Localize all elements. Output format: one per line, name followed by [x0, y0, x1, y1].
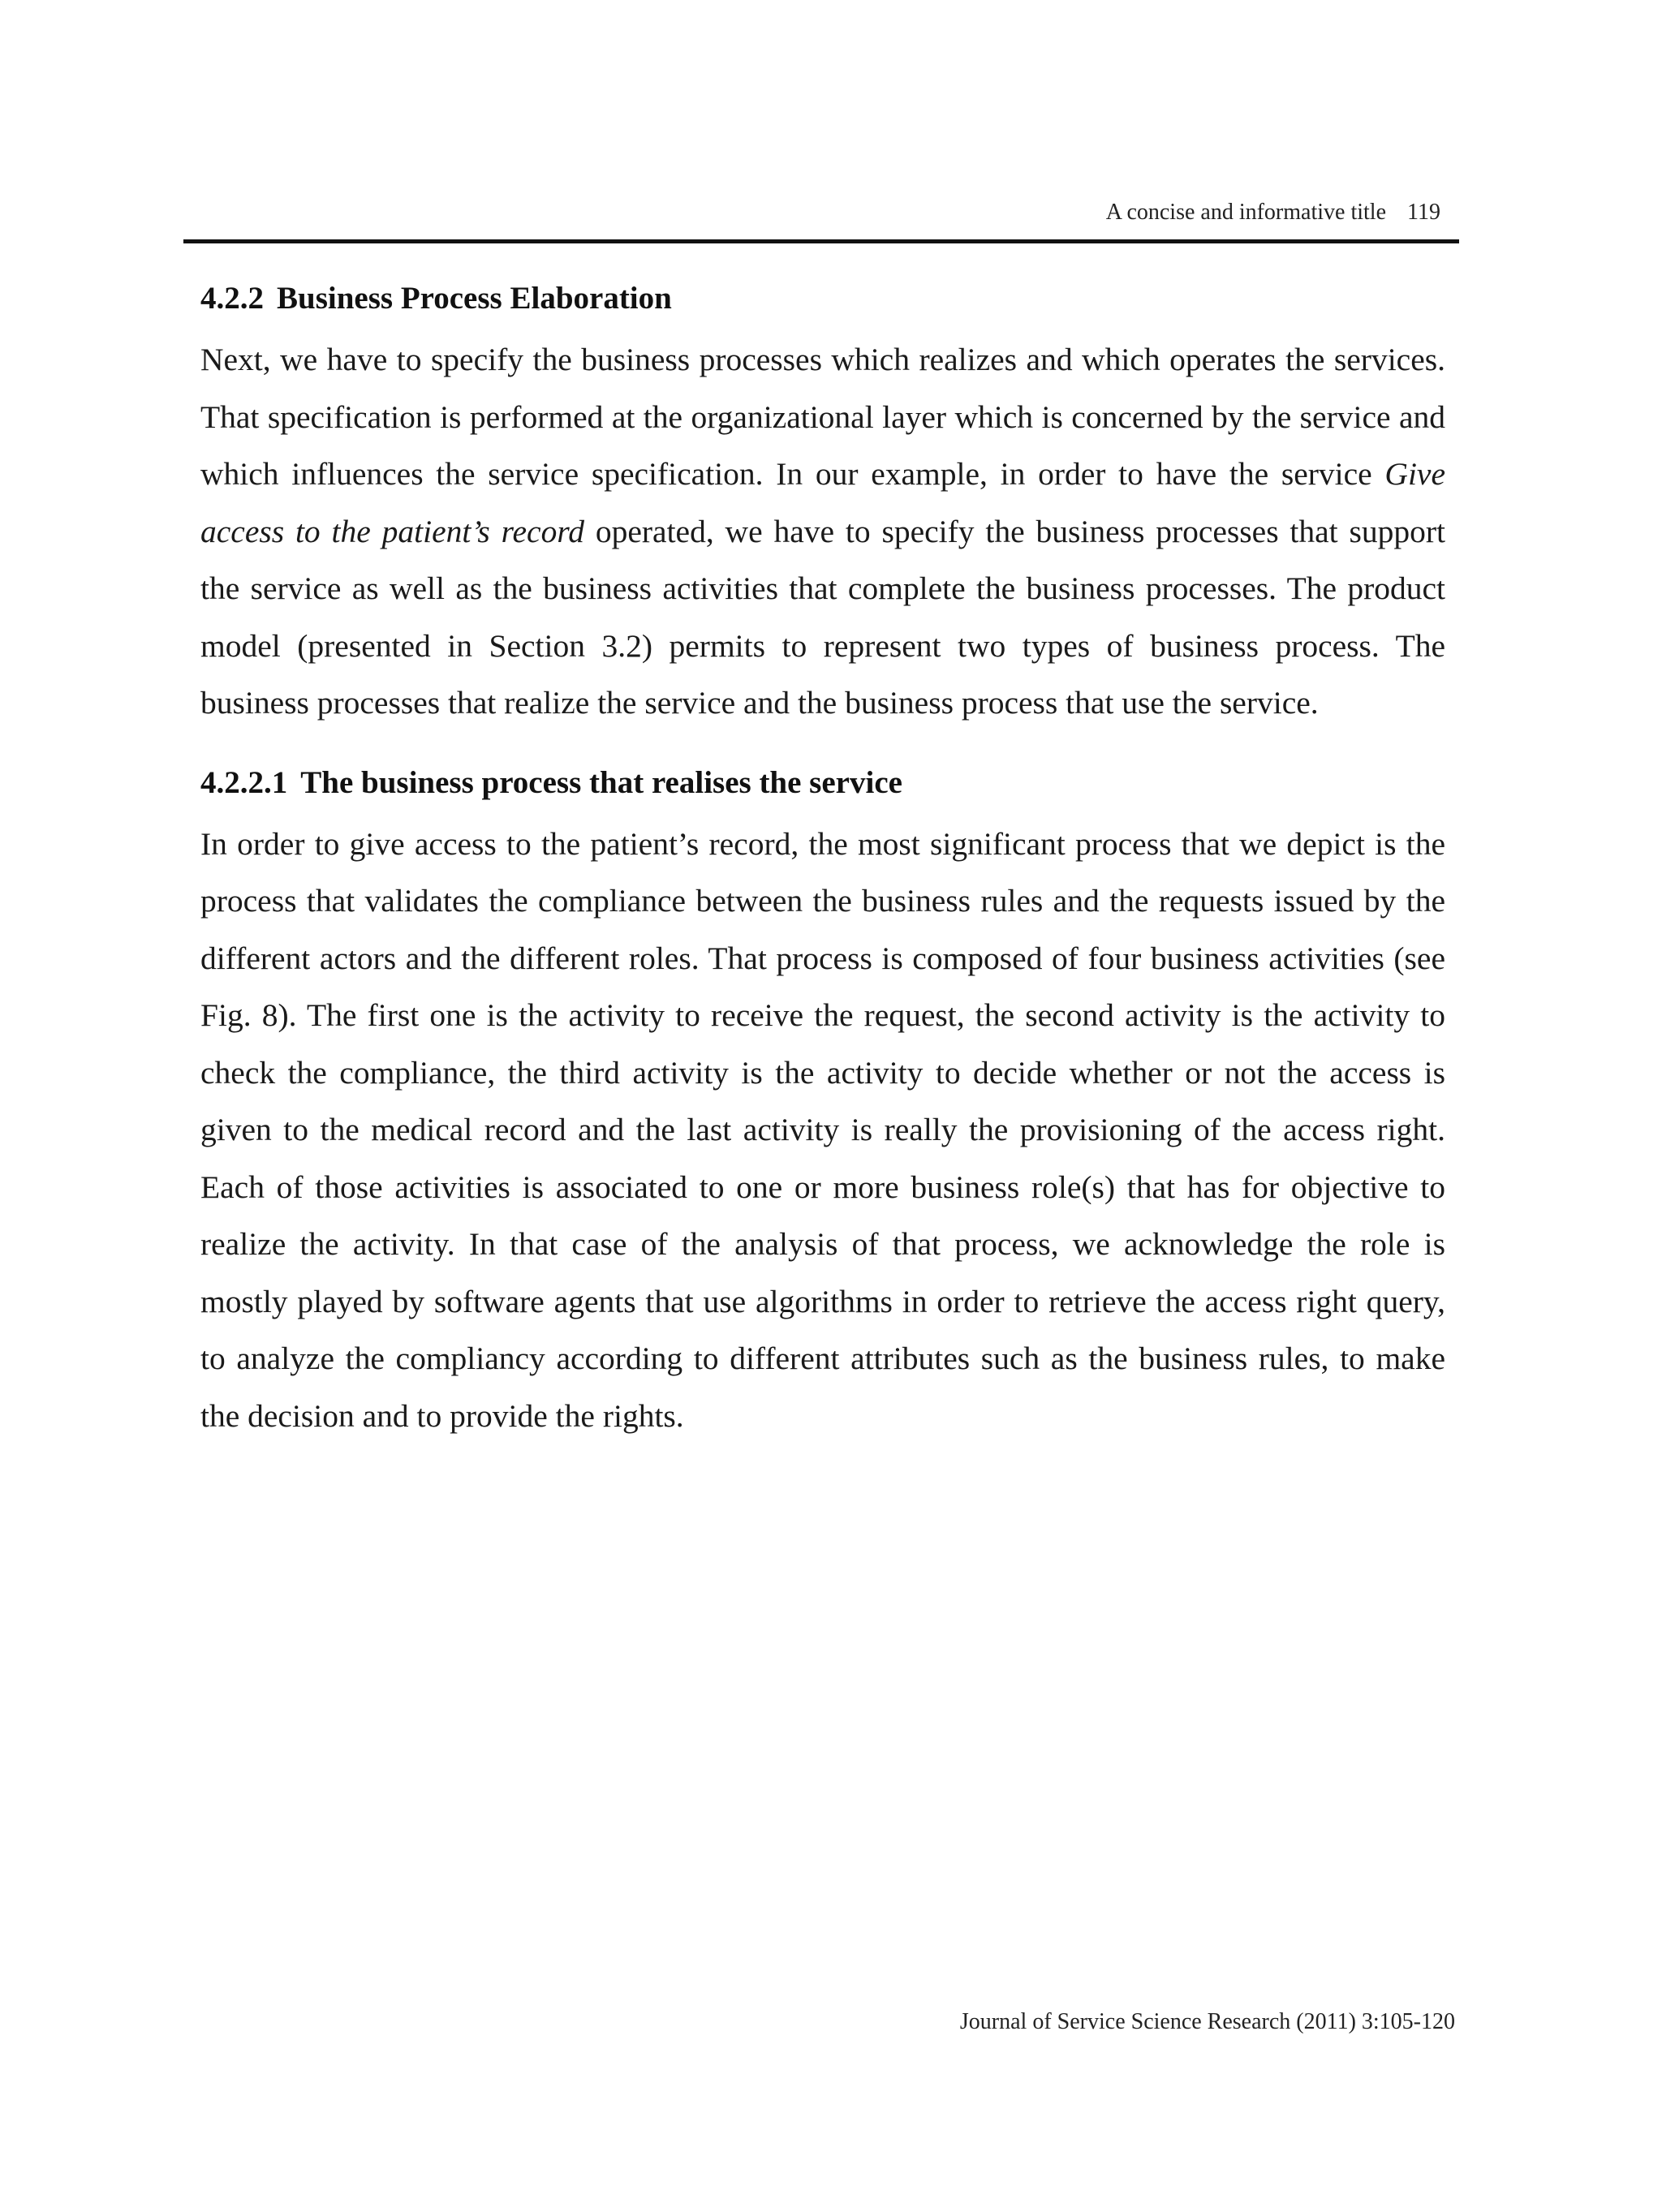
- subsection-paragraph: In order to give access to the patient’s record, the most significant process that we depict is the process that validates the compliance between the business rules and the requests issued by the different actors and the different roles. That process is composed of four business activities (see Fig. 8). The first one is the activity to receive the request, the second activity is the activity to check the compliance, the third activity is the activity to decide whether or not the access is given to the medical record and the last activity is really the provisioning of the access right. Each of those activities is associated to one or more business role(s) that has for objective to realize the activity. In that case of the analysis of that process, we acknowledge the role is mostly played by software agents that use algorithms in order to retrieve the access right query, to analyze the compliancy according to different attributes such as the business rules, to make the decision and to provide the rights.: [200, 825, 1445, 1434]
- paragraph-italic-service-name: Give access to the patient’s record: [200, 456, 1445, 549]
- paragraph-spacer: [200, 732, 1445, 759]
- header-rule: [183, 239, 1459, 243]
- section-title: Business Process Elaboration: [277, 281, 672, 316]
- section-heading: [200, 274, 1445, 323]
- running-title: A concise and informative title: [1105, 200, 1386, 225]
- main-content: [200, 274, 1445, 1444]
- subsection-heading: [200, 759, 1445, 807]
- paragraph-text-end: operated, we have to specify the business processes that support the service as well as the business activities that complete the business processes. The product model (presented in Section 3.2) permits to represent two types of business process. The business processes that realize the service and the business process that use the service.: [200, 513, 1445, 721]
- page-number: 119: [1407, 200, 1440, 225]
- section-paragraph: [200, 331, 1445, 732]
- subsection-title: The business process that realises the service: [300, 764, 902, 800]
- running-header: [183, 196, 1445, 229]
- running-footer: Journal of Service Science Research (2011) 3:105-120: [959, 2009, 1455, 2034]
- paragraph-text-start: Next, we have to specify the business processes which realizes and which operates the services. That specification is performed at the organizational layer which is concerned by the service and which influences the service specification. In our example, in order to have the service: [200, 342, 1445, 492]
- section-number: 4.2.2: [200, 281, 264, 316]
- subsection-number: 4.2.2.1: [200, 764, 288, 800]
